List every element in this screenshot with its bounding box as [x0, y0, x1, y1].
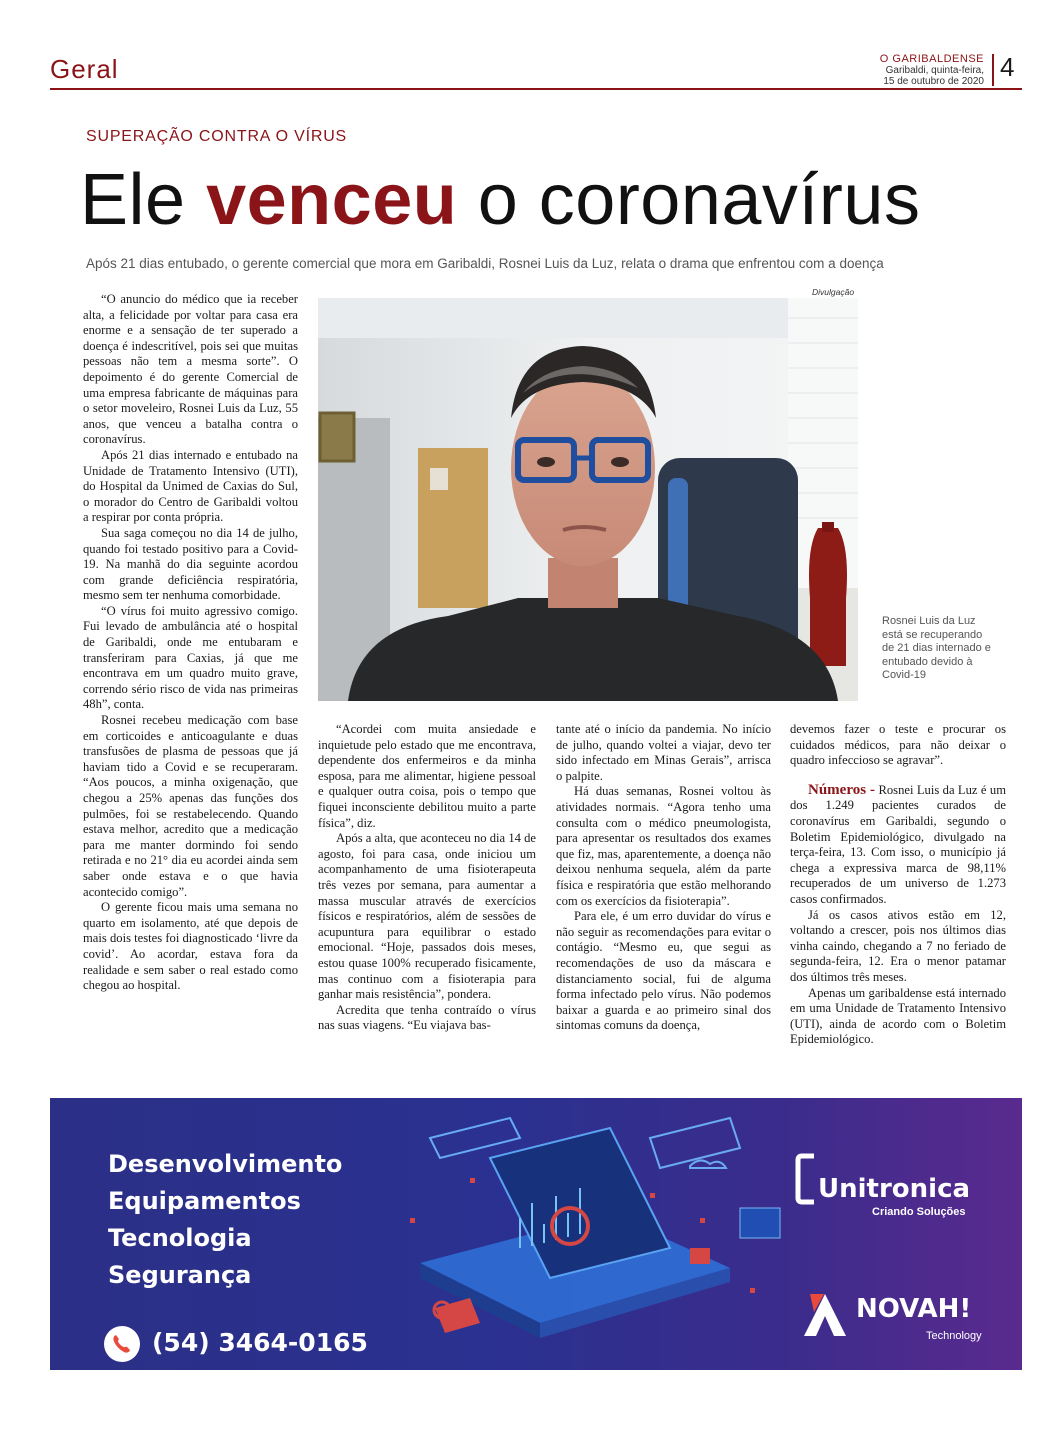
ad-line: Desenvolvimento — [108, 1150, 343, 1178]
numeros-text: Rosnei Luis da Luz é um dos 1.249 pacientes curados de coronavírus em Garibaldi, segundo o Boletim Epidemiológico, divulgado na terça-feira, 13. Com isso, o município já chega a expressiva marca de 98,11% recuperados de um universo de 1.273 casos confirmados. — [790, 782, 1007, 906]
header-rule — [50, 88, 1022, 90]
article-column-2 — [318, 722, 536, 1034]
paragraph: Rosnei recebeu medicação com base em corticoides e anticoagulante e duas transfusões de plasma de pessoas que já haviam tido a Covid e se recuperaram. “Aos poucos, a minha oxigenação, que chegou a 25% apenas das funções dos pulmões, foi se restabelecendo. Quando estava melhor, acredito que a medicação para me manter dormindo foi sendo retirada e no 21° dia eu acordei ainda sem saber onde estava e o que havia acontecido comigo”. — [83, 713, 298, 899]
paragraph: O gerente ficou mais uma semana no quarto em isolamento, até que depois de mais dois testes foi diagnosticado ‘livre da covid’. Ao acordar, estava fora da realidade e sem saber o real estado como chegou ao hospital. — [83, 900, 298, 993]
masthead — [880, 54, 984, 87]
ad-line: Tecnologia — [108, 1224, 252, 1252]
novah-logo-icon — [800, 1290, 850, 1340]
portrait-illustration — [318, 298, 858, 701]
headline-before: Ele — [80, 160, 207, 240]
kicker: SUPERAÇÃO CONTRA O VÍRUS — [86, 128, 348, 145]
novah-tagline: Technology — [926, 1330, 982, 1342]
paragraph: Após a alta, que aconteceu no dia 14 de agosto, foi para casa, onde iniciou um acompanhamento de uma fisioterapeuta três vezes por semana, para aumentar a massa muscular através de exercícios físicos e respiratórios, além de sessões de acupuntura para equilibrar o estado emocional. “Hoje, passados dois meses, estou quase 100% recuperado fisicamente, mas continuo com a fisioterapia para ganhar mais resistência”, pondera. — [318, 831, 536, 1002]
headline-after: o coronavírus — [457, 160, 921, 240]
ad-phone-number: (54) 3464-0165 — [152, 1328, 368, 1357]
unitronica-brand: Unitronica — [818, 1174, 971, 1204]
paragraph: Sua saga começou no dia 14 de julho, quando foi testado positivo para a Covid-19. Na manhã do dia seguinte acordou com grande deficiência respiratória, mesmo sem ter nenhuma comorbidade. — [83, 525, 298, 603]
ad-line: Equipamentos — [108, 1187, 301, 1215]
headline — [80, 160, 920, 240]
paragraph: devemos fazer o teste e procurar os cuidados médicos, para não deixar o quadro infeccioso se agravar”. — [790, 722, 1006, 768]
paragraph: Após 21 dias internado e entubado na Unidade de Tratamento Intensivo (UTI), do Hospital da Unimed de Caxias do Sul, o morador do Centro de Garibaldi voltou a respirar por conta própria. — [83, 447, 298, 525]
article-column-3 — [556, 722, 771, 1034]
page-number-divider — [992, 54, 994, 86]
numeros-label: Números - — [808, 781, 876, 798]
headline-accent: venceu — [206, 160, 458, 240]
paragraph: Acredita que tenha contraído o vírus nas suas viagens. “Eu viajava bas- — [318, 1002, 536, 1033]
photo-caption: Rosnei Luis da Luz está se recuperando de 21 dias internado e entubado devido à Covid-19 — [882, 615, 991, 681]
paragraph: “Acordei com muita ansiedade e inquietude pelo estado que me encontrava, dependente dos enfermeiros e da minha esposa, para me alimentar, higiene pessoal e qualquer outra coisa, pois o tempo que fiquei inconsciente debilitou muito a parte física”, diz. — [318, 722, 536, 830]
section-title: Geral — [50, 54, 119, 84]
ad-services — [108, 1146, 342, 1294]
paragraph: Já os casos ativos estão em 12, voltando a crescer, pois nos últimos dias vinha caindo, chegando a 7 no feriado de segunda-feira, 12. Era o menor patamar dos últimos três meses. — [790, 907, 1006, 984]
photo-credit: Divulgação — [812, 287, 855, 297]
article-column-1 — [83, 292, 298, 994]
phone-icon — [104, 1326, 140, 1362]
paragraph: Há duas semanas, Rosnei voltou às atividades normais. “Agora tenho uma consulta com o médico pneumologista, para apresentar os resultados dos exames que fiz, mas, aparentemente, a doença não deixou nenhuma sequela, além da parte física e respiratória que estão melhorando com os exercícios da fisioterapia”. — [556, 784, 771, 908]
paragraph: Apenas um garibaldense está internado em uma Unidade de Tratamento Intensivo (UTI), ainda de acordo com o Boletim Epidemiológico. — [790, 985, 1006, 1047]
page-number: 4 — [1000, 52, 1015, 82]
novah-brand: NOVAH! — [856, 1294, 972, 1324]
paragraph: Para ele, é um erro duvidar do vírus e não seguir as recomendações para evitar o contágio. “Mesmo eu, que segui as recomendações de uso da máscara e distanciamento social, fui de alguma forma infectado pelo vírus. Não podemos baixar a guarda e ao primeiro sinal dos sintomas comuns da doença, — [556, 909, 771, 1033]
date-line-1: Garibaldi, quinta-feira, — [885, 65, 984, 76]
paragraph: “O anuncio do médico que ia receber alta, a felicidade por voltar para casa era enorme e a sensação de ter superado a doença é indescritível, pois sei que muitas pessoas não tem a mesma sorte”. O depoimento é do gerente Comercial de uma empresa fabricante de máquinas para o setor moveleiro, Rosnei Luis da Luz, 55 anos, que venceu a batalha contra o coronavírus. — [83, 292, 298, 447]
ad-line: Segurança — [108, 1261, 252, 1289]
date-line-2: 15 de outubro de 2020 — [883, 76, 984, 87]
article-column-4 — [790, 722, 1006, 1048]
paragraph: “O vírus foi muito agressivo comigo. Fui levado de ambulância até o hospital de Garibaldi, onde me entubaram e transferiram para Caxias, já que me encontrava em um quadro muito grave, correndo sério risco de vida nas primeiras 48h”, conta. — [83, 603, 298, 712]
advertisement-banner[interactable] — [50, 1098, 1022, 1370]
paragraph: tante até o início da pandemia. No início de julho, quando voltei a viajar, devo ter sido infectado em Minas Gerais”, arrisca o palpite. — [556, 722, 771, 783]
subhead: Após 21 dias entubado, o gerente comercial que mora em Garibaldi, Rosnei Luis da Luz, relata o drama que enfrentou com a doença — [86, 256, 884, 271]
paper-name: O GARIBALDENSE — [879, 53, 984, 65]
numeros-paragraph — [790, 783, 1006, 908]
unitronica-tagline: Criando Soluções — [872, 1206, 966, 1218]
article-photo — [318, 298, 858, 701]
